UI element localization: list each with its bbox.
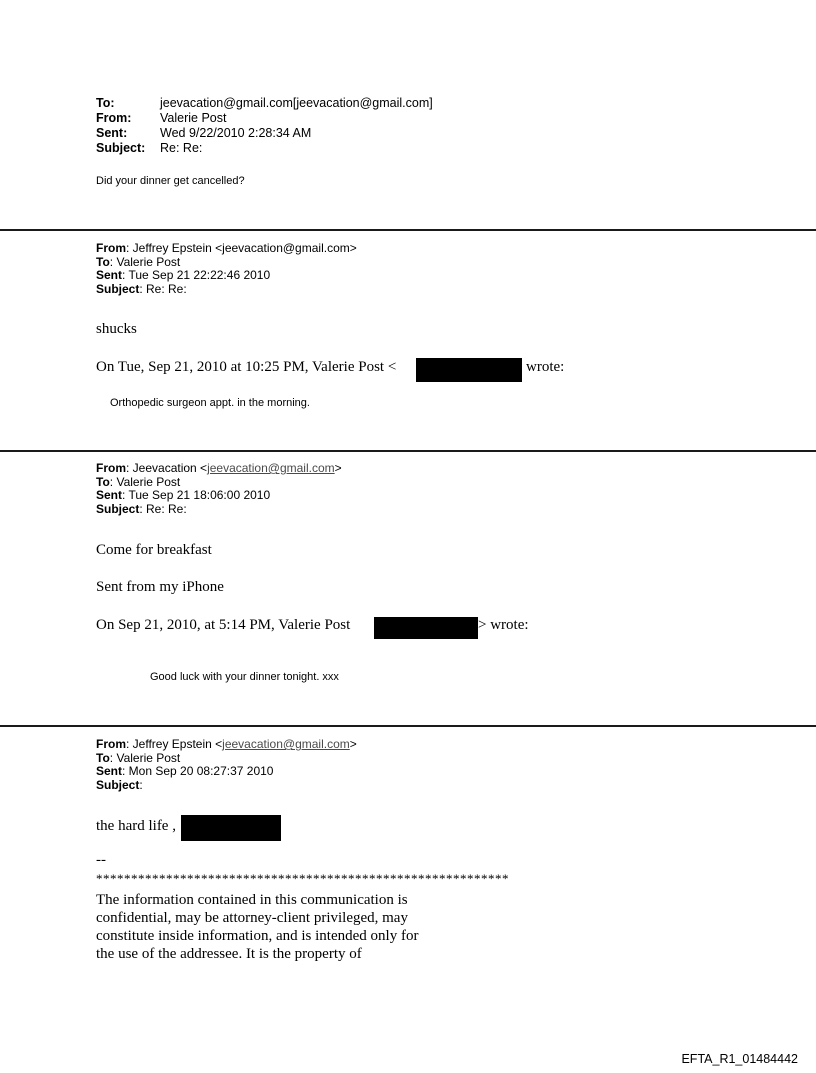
message-body: shucks	[96, 321, 137, 337]
from-value: : Jeffrey Epstein <jeevacation@gmail.com>	[126, 241, 357, 255]
email-header	[96, 738, 357, 792]
to-label: To	[96, 254, 110, 269]
subject-label: Subject	[96, 777, 140, 792]
subject-label: Subject:	[96, 141, 146, 155]
document-id: EFTA_R1_01484442	[681, 1052, 798, 1066]
quote-attribution-prefix: On Tue, Sep 21, 2010 at 10:25 PM, Valerie Post <	[96, 359, 397, 375]
email-header	[96, 242, 357, 296]
quoted-text: Orthopedic surgeon appt. in the morning.	[110, 397, 310, 409]
message-body: Did your dinner get cancelled?	[96, 175, 245, 187]
sent-value: : Tue Sep 21 22:22:46 2010	[122, 268, 271, 282]
divider	[0, 450, 816, 452]
redaction-box	[374, 617, 478, 639]
to-value: : Valerie Post	[109, 474, 181, 489]
quote-attribution-suffix: wrote:	[526, 359, 565, 375]
signature-line: Sent from my iPhone	[96, 579, 224, 595]
subject-value: : Re: Re:	[139, 501, 187, 516]
disclaimer-line: The information contained in this communication is	[96, 892, 408, 908]
divider	[0, 229, 816, 231]
from-label: From	[96, 241, 126, 255]
email-header	[96, 462, 342, 516]
disclaimer	[96, 891, 516, 963]
to-value: : Valerie Post	[109, 254, 181, 269]
subject-value: Re: Re:	[160, 141, 203, 155]
subject-label: Subject	[96, 501, 140, 516]
from-value: Valerie Post	[160, 111, 227, 125]
disclaimer-line: confidential, may be attorney-client privileged, may	[96, 910, 408, 926]
to-label: To	[96, 750, 110, 765]
from-suffix: >	[349, 737, 357, 751]
from-suffix: >	[334, 461, 342, 475]
to-label: To	[96, 474, 110, 489]
sent-label: Sent	[96, 764, 123, 778]
email-link[interactable]: jeevacation@gmail.com	[222, 737, 350, 751]
from-prefix: : Jeffrey Epstein <	[126, 737, 223, 751]
sent-value: Wed 9/22/2010 2:28:34 AM	[160, 126, 312, 140]
from-prefix: : Jeevacation <	[126, 461, 208, 475]
disclaimer-line: constitute inside information, and is intended only for	[96, 928, 419, 944]
from-label: From	[96, 737, 126, 751]
to-value: : Valerie Post	[109, 750, 181, 765]
message-body: Come for breakfast	[96, 542, 212, 558]
sent-label: Sent	[96, 488, 123, 502]
to-label: To:	[96, 96, 115, 110]
quote-attribution-prefix: On Sep 21, 2010, at 5:14 PM, Valerie Post	[96, 617, 351, 633]
quote-attribution-suffix: > wrote:	[478, 617, 529, 633]
sent-value: : Tue Sep 21 18:06:00 2010	[122, 488, 271, 502]
subject-value: :	[139, 777, 143, 792]
disclaimer-line: the use of the addressee. It is the property of	[96, 946, 362, 962]
message-body: the hard life ,	[96, 818, 176, 834]
redaction-box	[416, 358, 522, 382]
divider	[0, 725, 816, 727]
from-label: From	[96, 461, 126, 475]
signature-dashes: --	[96, 852, 106, 868]
to-value: jeevacation@gmail.com[jeevacation@gmail.com]	[160, 96, 433, 110]
from-label: From:	[96, 111, 132, 125]
sent-label: Sent:	[96, 126, 128, 140]
subject-label: Subject	[96, 281, 140, 296]
quoted-text: Good luck with your dinner tonight. xxx	[150, 671, 339, 683]
sent-label: Sent	[96, 268, 123, 282]
redaction-box	[181, 815, 281, 841]
signature-stars: ***********************************************************	[96, 871, 509, 886]
subject-value: : Re: Re:	[139, 281, 187, 296]
email-link[interactable]: jeevacation@gmail.com	[207, 461, 335, 475]
sent-value: : Mon Sep 20 08:27:37 2010	[122, 764, 274, 778]
